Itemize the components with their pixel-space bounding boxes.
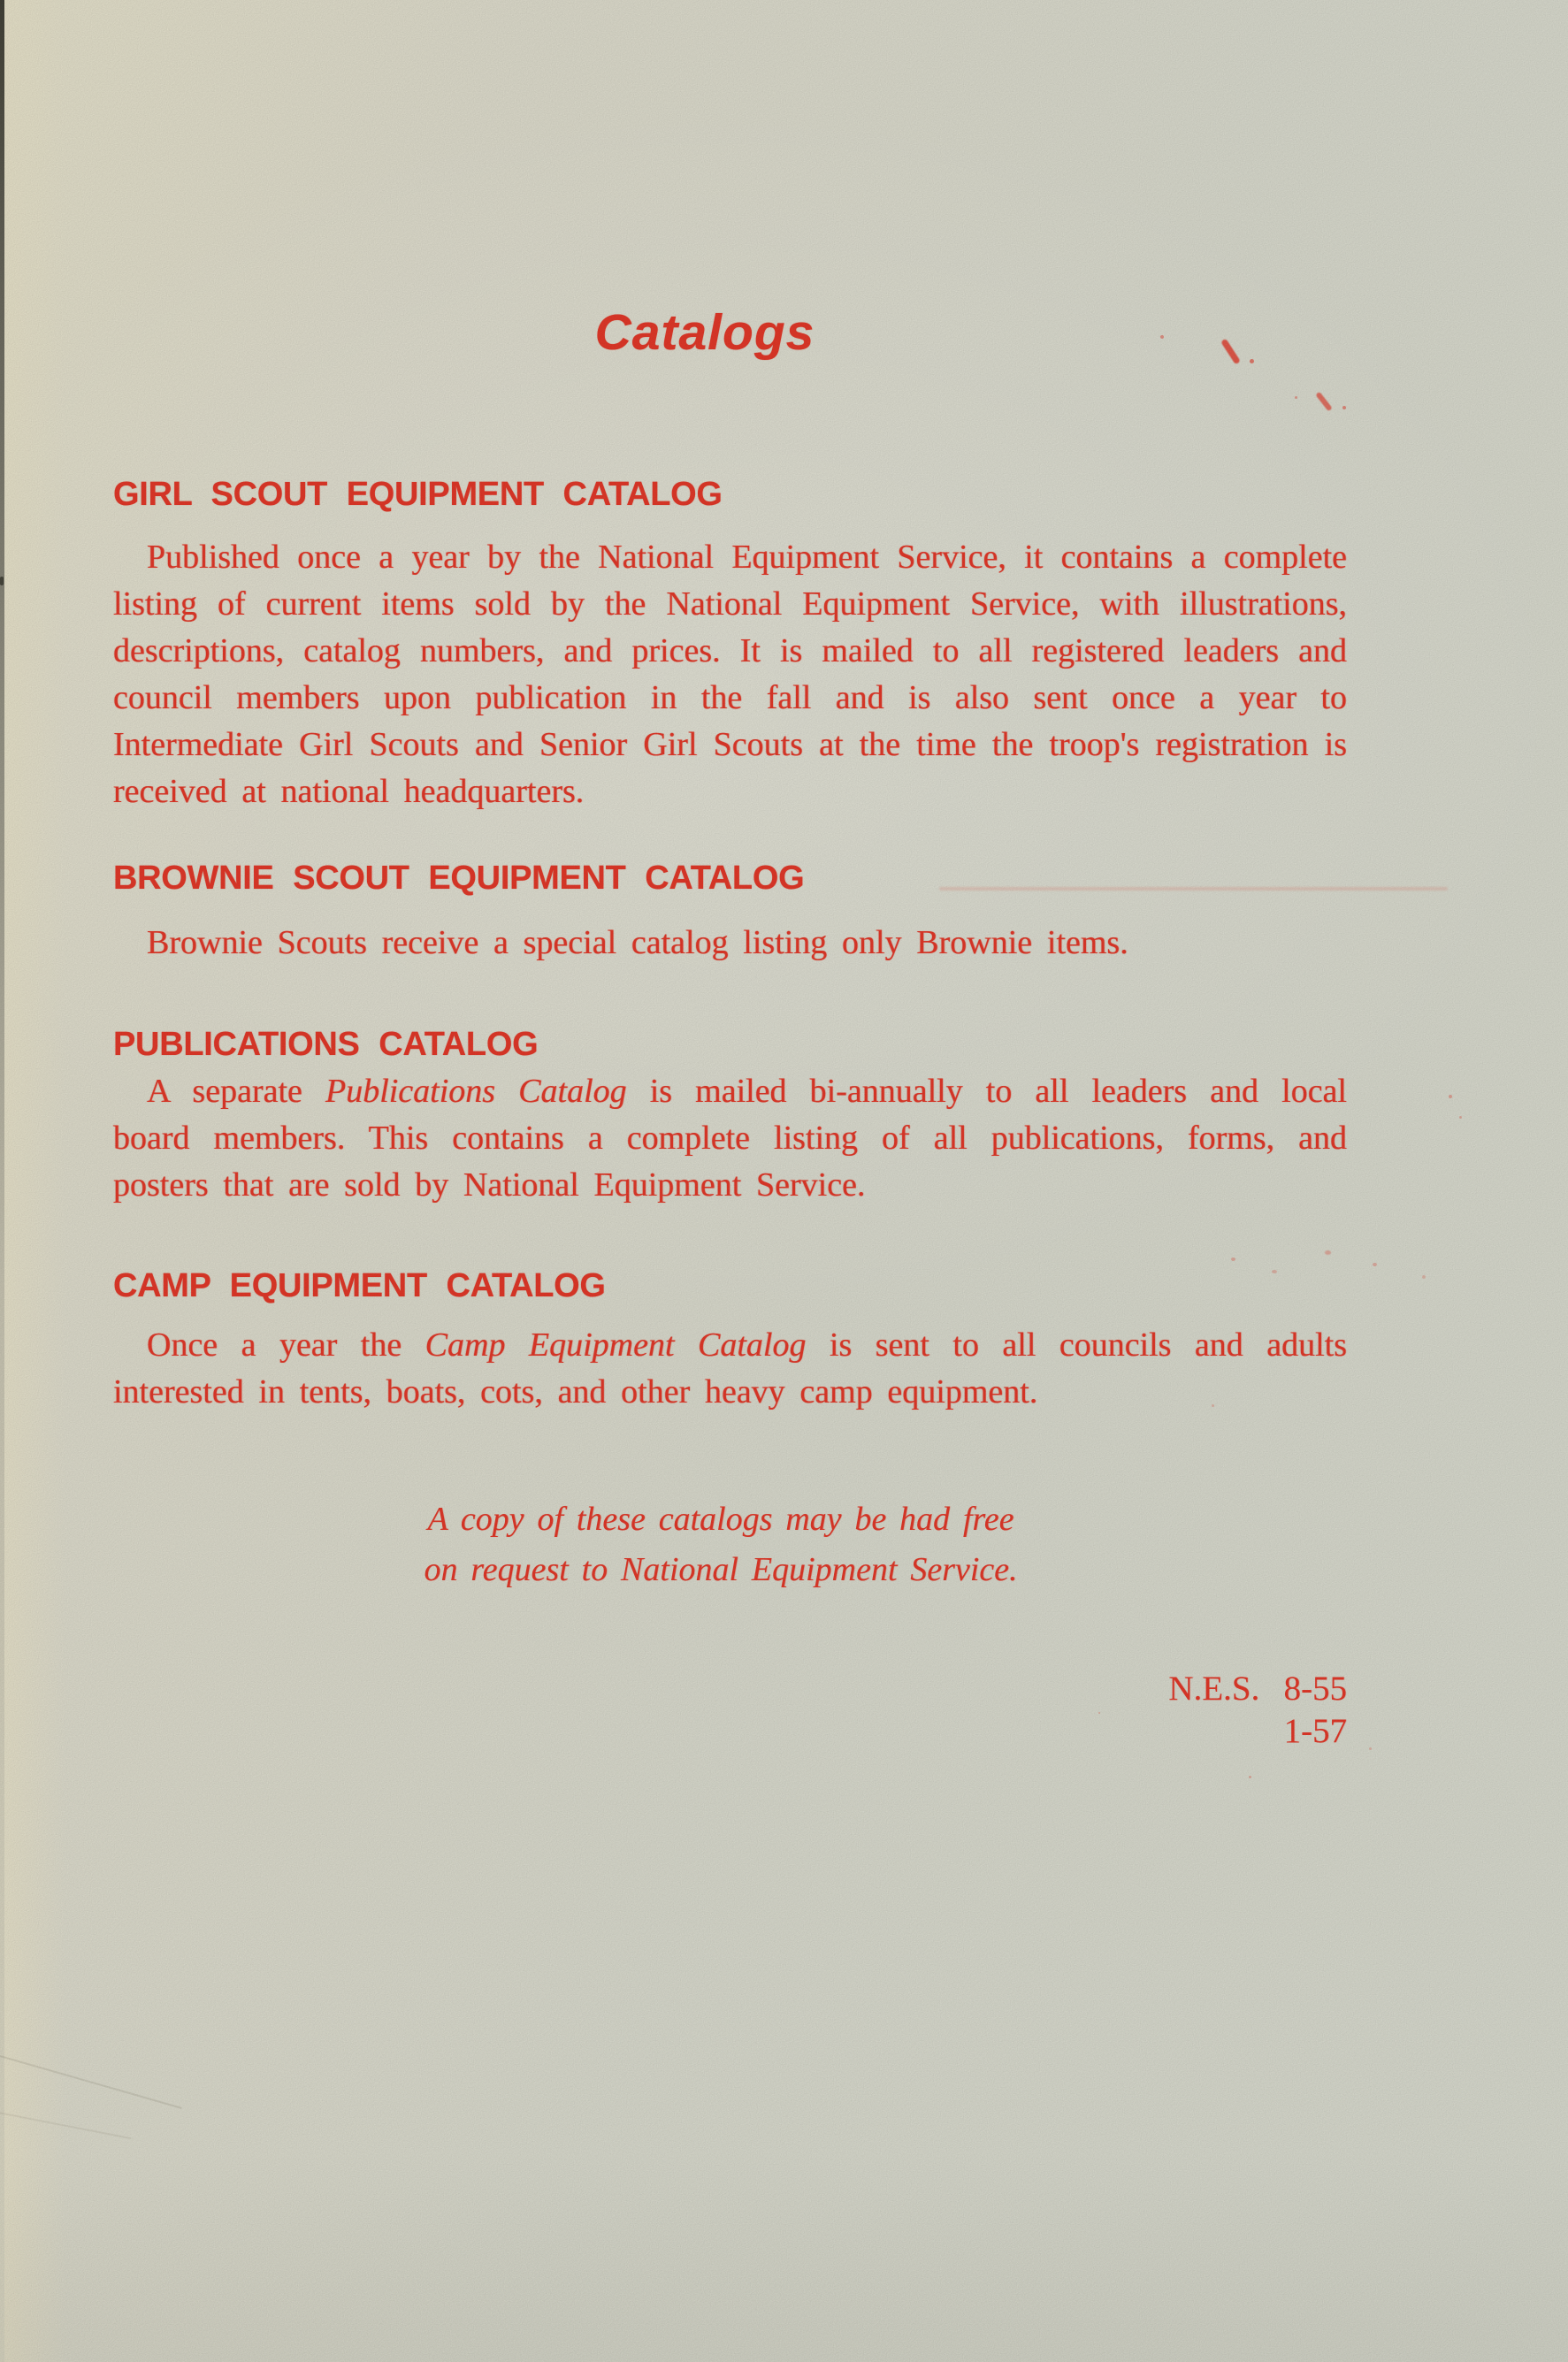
ink-speck: [1325, 1250, 1331, 1255]
catalog-name-italic: Camp Equipment Catalog: [425, 1326, 807, 1364]
ink-speck: [1342, 406, 1346, 409]
section-heading: GIRL SCOUT EQUIPMENT CATALOG: [113, 476, 723, 513]
body-text-segment: is sent to all councils and adults interested in tents, boats, cots, and other heavy camp equipment.: [113, 1326, 1348, 1410]
catalog-name-italic: Publications Catalog: [325, 1073, 627, 1110]
free-copy-note: [102, 1494, 1340, 1595]
footer-line: 1-57: [1283, 1712, 1347, 1750]
ink-speck: [1373, 1263, 1377, 1266]
ink-speck: [1098, 1712, 1100, 1714]
section-heading: CAMP EQUIPMENT CATALOG: [113, 1267, 606, 1304]
section-heading: BROWNIE SCOUT EQUIPMENT CATALOG: [113, 860, 805, 897]
ink-speck: [1449, 1095, 1452, 1098]
ink-smudge: [1315, 392, 1333, 412]
edge-speck: [0, 577, 4, 585]
section-brownie-scout-equipment-catalog: [113, 858, 1350, 961]
ink-speck: [1295, 396, 1297, 399]
ink-speck: [1272, 1270, 1277, 1273]
ink-speck: [1231, 1257, 1235, 1261]
ink-speck: [1422, 1275, 1426, 1279]
page-title: Catalogs: [594, 304, 815, 361]
note-line: on request to National Equipment Service.: [424, 1551, 1018, 1588]
ink-speck: [1459, 1116, 1462, 1119]
footer-line: N.E.S. 8-55: [1168, 1670, 1347, 1708]
body-text-segment: Once a year the: [147, 1326, 425, 1364]
section-girl-scout-equipment-catalog: [113, 474, 1350, 810]
page-bottom-shading: [0, 2150, 1568, 2362]
section-body: [113, 1322, 1347, 1416]
ink-speck: [1250, 359, 1254, 363]
ink-speck: [1160, 335, 1164, 339]
ink-speck: [1249, 1776, 1251, 1778]
body-text-segment: A separate: [147, 1073, 325, 1110]
ink-smear: [939, 887, 1448, 891]
ink-speck: [1212, 1404, 1214, 1407]
footer-edition-code: [1168, 1668, 1347, 1753]
note-line: A copy of these catalogs may be had free: [427, 1501, 1014, 1538]
section-camp-equipment-catalog: [113, 1265, 1350, 1410]
section-heading: PUBLICATIONS CATALOG: [113, 1026, 539, 1063]
ink-speck: [1369, 1747, 1372, 1750]
body-text-segment: is mailed bi-annually to all leaders and local board members. This contains a complete listing of all publications, forms, and posters that are sold by National Equipment Service.: [113, 1073, 1347, 1204]
section-body: Published once a year by the National Equipment Service, it contains a complete listing of current items sold by the National Equipment Service, with illustrations, descriptions, catalog numbers, and prices. It is mailed to all registered leaders and council members upon publication in the fall and is also sent once a year to Intermediate Girl Scouts and Senior Girl Scouts at the time the troop's registration is received at national headquarters.: [113, 539, 1347, 810]
section-body: Brownie Scouts receive a special catalog listing only Brownie items.: [147, 924, 1128, 961]
section-body: [113, 1068, 1347, 1209]
section-publications-catalog: [113, 1024, 1350, 1204]
